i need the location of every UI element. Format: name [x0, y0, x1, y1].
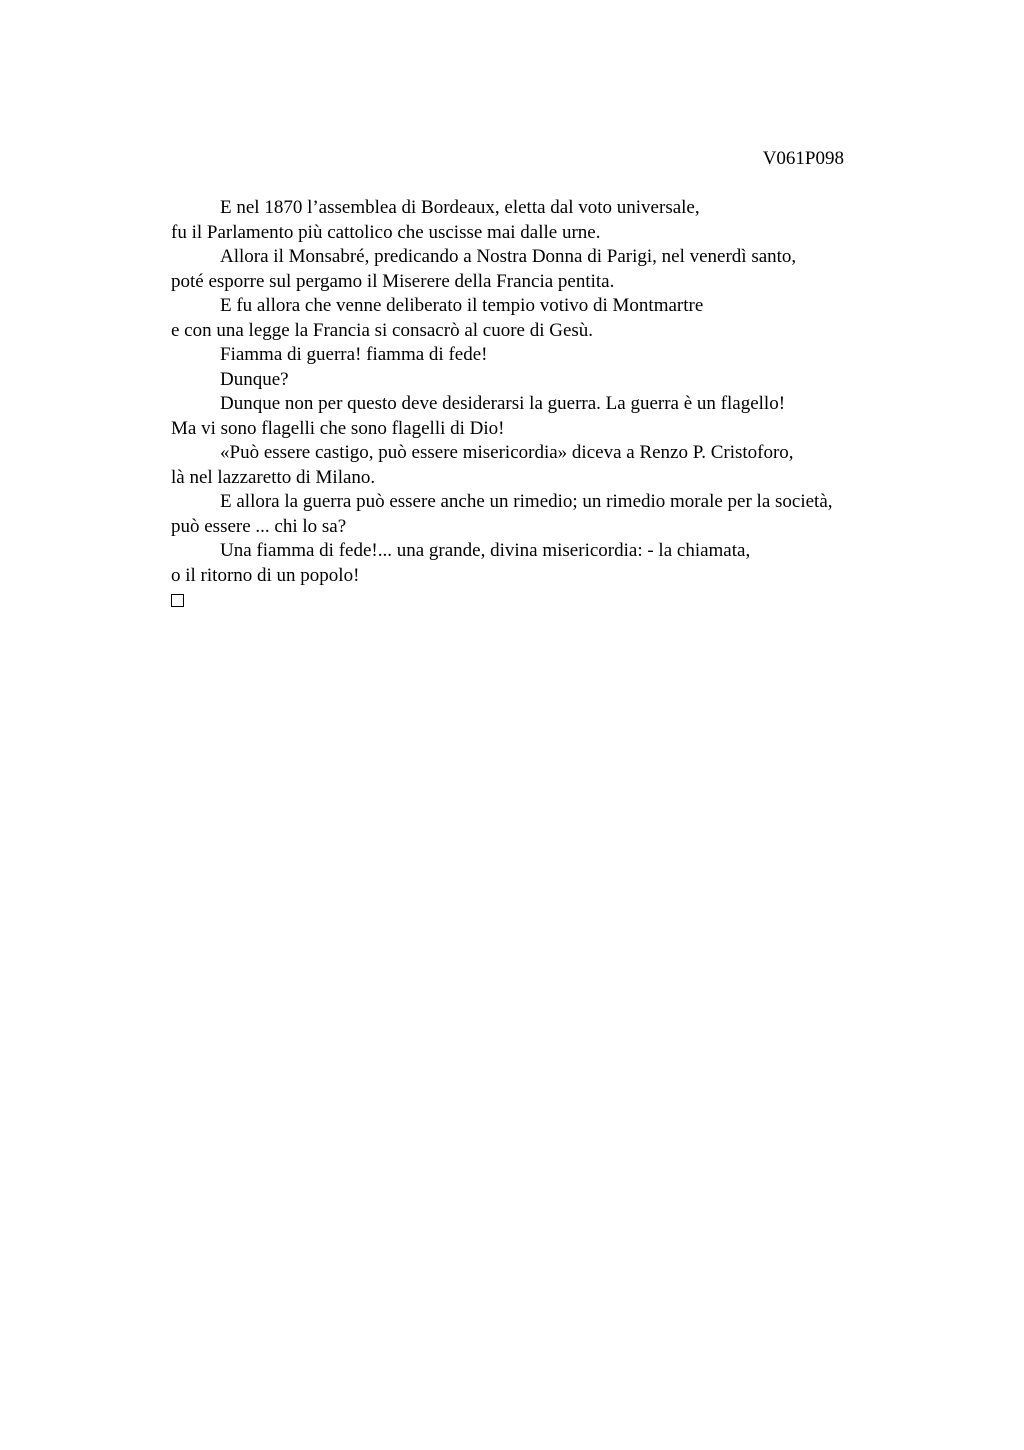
text-line: là nel lazzaretto di Milano. [171, 466, 376, 488]
text-line: Fiamma di guerra! fiamma di fede! [220, 344, 488, 365]
text-line: Ma vi sono flagelli che sono flagelli di Dio! [171, 417, 505, 439]
text-line: Dunque non per questo deve desiderarsi la guerra. La guerra è un flagello! [220, 393, 786, 414]
empty-square-icon [171, 594, 184, 607]
text-line: poté esporre sul pergamo il Miserere della Francia pentita. [171, 270, 615, 292]
text-line: E allora la guerra può essere anche un rimedio; un rimedio morale per la società, [220, 491, 833, 512]
text-line: Allora il Monsabré, predicando a Nostra Donna di Parigi, nel venerdì santo, [220, 246, 797, 267]
text-line: E nel 1870 l’assemblea di Bordeaux, eletta dal voto universale, [220, 197, 700, 218]
text-line: «Può essere castigo, può essere misericordia» diceva a Renzo P. Cristoforo, [220, 442, 794, 463]
text-line: e con una legge la Francia si consacrò al cuore di Gesù. [171, 319, 594, 341]
page-id: V061P098 [762, 148, 844, 169]
text-line: o il ritorno di un popolo! [171, 564, 360, 586]
text-line: E fu allora che venne deliberato il tempio votivo di Montmartre [220, 295, 704, 316]
text-line: Una fiamma di fede!... una grande, divina misericordia: - la chiamata, [220, 540, 751, 561]
text-line: può essere ... chi lo sa? [171, 515, 347, 537]
text-line: fu il Parlamento più cattolico che uscisse mai dalle urne. [171, 221, 601, 243]
text-line: Dunque? [220, 368, 289, 390]
document-body [171, 196, 911, 615]
